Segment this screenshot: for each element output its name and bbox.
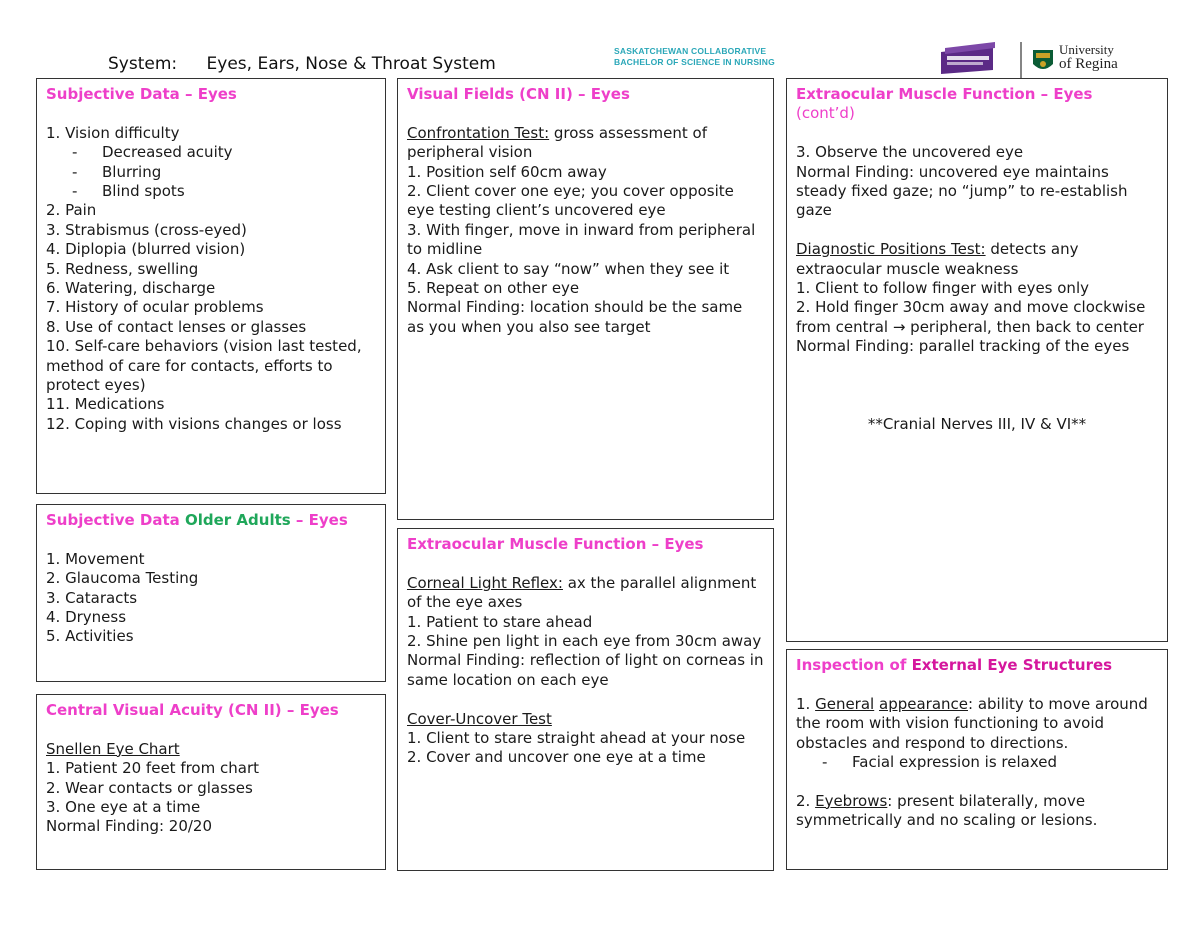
diagnostic-positions-test: Diagnostic Positions Test: detects any extraocular muscle weakness (796, 240, 1079, 278)
list-item: 3. Cataracts (46, 588, 138, 607)
extraocular-contd-box (786, 78, 1168, 642)
list-item: Normal Finding: parallel tracking of the eyes (796, 337, 1130, 356)
list-item: 12. Coping with visions changes or loss (46, 414, 342, 433)
list-item: 2. Cover and uncover one eye at a time (407, 748, 706, 767)
corneal-light-reflex: Corneal Light Reflex: ax the parallel alignment of the eye axes (407, 573, 757, 612)
older-adults-box (36, 504, 386, 682)
older-adults-title: Subjective Data Older Adults – Eyes (46, 511, 348, 529)
list-item: 2. Glaucoma Testing (46, 569, 199, 588)
list-item: 10. Self-care behaviors (vision last tested, method of care for contacts, efforts to protect eyes) (46, 337, 362, 395)
inspection-title: Inspection of External Eye Structures (796, 656, 1113, 674)
eyebrows-item: 2. Eyebrows: present bilaterally, move symmetrically and no scaling or lesions. (796, 791, 1098, 830)
list-subitem: - Decreased acuity (72, 143, 233, 162)
list-item: 2. Wear contacts or glasses (46, 778, 253, 797)
list-item: 11. Medications (46, 395, 165, 414)
uofr-line1: University (1059, 42, 1114, 57)
list-item: 1. Vision difficulty (46, 123, 180, 142)
visual-fields-box (397, 78, 774, 520)
list-item: 3. One eye at a time (46, 798, 201, 817)
general-appearance-item: 1. General appearance: ability to move around the room with vision functioning to avoid obstacles and respond to directions. (796, 694, 1148, 752)
list-item: 2. Hold finger 30cm away and move clockwise from central → peripheral, then back to center (796, 298, 1146, 336)
inspection-box (786, 649, 1168, 870)
list-item: 6. Watering, discharge (46, 279, 216, 298)
extraocular-contd-title: Extraocular Muscle Function – Eyes (cont’d) (796, 85, 1093, 123)
list-item: 8. Use of contact lenses or glasses (46, 317, 307, 336)
sask-logo-line2: BACHELOR OF SCIENCE IN NURSING (614, 57, 775, 67)
list-item: 5. Repeat on other eye (407, 279, 580, 298)
central-acuity-title: Central Visual Acuity (CN II) – Eyes (46, 701, 339, 719)
list-item: Normal Finding: reflection of light on corneas in same location on each eye (407, 651, 764, 689)
list-item: 4. Dryness (46, 608, 127, 627)
list-item: 1. Movement (46, 549, 145, 568)
system-value: Eyes, Ears, Nose & Throat System (206, 54, 496, 74)
system-label: System: (108, 54, 178, 74)
page-title (108, 54, 496, 74)
list-item: 5. Redness, swelling (46, 259, 199, 278)
list-item: Normal Finding: location should be the same as you when you also see target (407, 298, 743, 336)
uofr-line2: of Regina (1059, 56, 1118, 72)
list-item: 3. Observe the uncovered eye (796, 143, 1024, 162)
visual-fields-title: Visual Fields (CN II) – Eyes (407, 85, 630, 103)
list-item: 3. With finger, move in inward from peripheral to midline (407, 220, 756, 259)
list-item: 1. Patient 20 feet from chart (46, 759, 259, 778)
list-item: 3. Strabismus (cross-eyed) (46, 220, 247, 239)
cover-uncover-heading: Cover-Uncover Test (407, 709, 552, 728)
confrontation-test: Confrontation Test: gross assessment of peripheral vision (407, 123, 707, 162)
list-item: 1. Client to stare straight ahead at your nose (407, 729, 746, 748)
list-item: Normal Finding: uncovered eye maintains steady fixed gaze; no “jump” to re-establish gaze (796, 162, 1128, 220)
list-item: 2. Shine pen light in each eye from 30cm away (407, 632, 762, 651)
subjective-title: Subjective Data – Eyes (46, 85, 237, 103)
list-item: 1. Client to follow finger with eyes only (796, 279, 1089, 298)
cranial-nerves-note: **Cranial Nerves III, IV & VI** (867, 414, 1087, 433)
uofr-wordmark (1059, 43, 1118, 72)
list-subitem: - Blind spots (72, 182, 185, 201)
list-item: 1. Position self 60cm away (407, 162, 607, 181)
list-item: 4. Diplopia (blurred vision) (46, 240, 246, 259)
list-subitem: - Blurring (72, 162, 162, 181)
subjective-data-box (36, 78, 386, 494)
university-logos (935, 40, 1125, 80)
extraocular-title: Extraocular Muscle Function – Eyes (407, 535, 704, 553)
sask-collaborative-logo (614, 46, 775, 68)
snellen-chart-heading: Snellen Eye Chart (46, 739, 180, 758)
central-acuity-box (36, 694, 386, 870)
list-item: Normal Finding: 20/20 (46, 817, 213, 836)
list-item: 1. Patient to stare ahead (407, 612, 593, 631)
list-item: 7. History of ocular problems (46, 298, 264, 317)
list-subitem: - Facial expression is relaxed (822, 753, 1058, 772)
list-item: 2. Pain (46, 201, 97, 220)
list-item: 2. Client cover one eye; you cover opposite eye testing client’s uncovered eye (407, 182, 734, 220)
list-item: 5. Activities (46, 627, 134, 646)
sask-logo-line1: SASKATCHEWAN COLLABORATIVE (614, 46, 767, 56)
list-item: 4. Ask client to say “now” when they see it (407, 259, 730, 278)
extraocular-box (397, 528, 774, 871)
